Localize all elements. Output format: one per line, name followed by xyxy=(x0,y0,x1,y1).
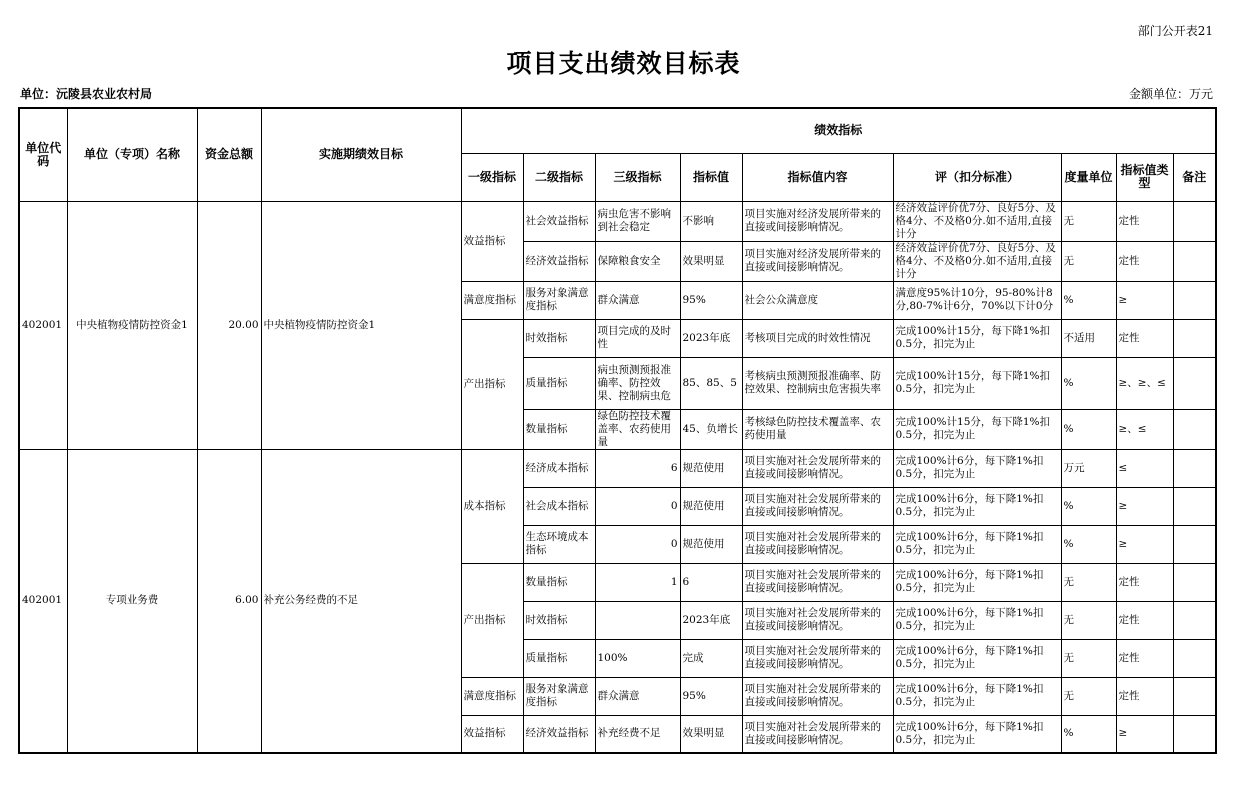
cell-goal-text: 中央植物疫情防控资金1 xyxy=(263,318,376,331)
cell-level2 xyxy=(523,357,595,409)
cell-value-type xyxy=(1116,715,1173,753)
table-row xyxy=(19,201,1216,241)
cell-standard xyxy=(893,281,1061,319)
cell-content-text: 考核绿色防控技术覆盖率、农药使用量 xyxy=(744,416,881,441)
cell-value-type xyxy=(1116,639,1173,677)
cell-unit-code xyxy=(19,201,67,449)
cell-standard xyxy=(893,201,1061,241)
cell-content-text: 项目实施对经济发展所带来的直接或间接影响情况。 xyxy=(744,208,881,233)
cell-content-text: 社会公众满意度 xyxy=(744,293,818,306)
cell-content xyxy=(742,201,893,241)
cell-level2-text: 时效指标 xyxy=(525,331,568,344)
cell-measure-unit-text: 不适用 xyxy=(1063,331,1095,344)
cell-value xyxy=(680,639,742,677)
cell-standard-text: 完成100%计6分，每下降1%扣0.5分，扣完为止 xyxy=(895,569,1044,594)
table-row xyxy=(19,449,1216,487)
cell-measure-unit-text: 无 xyxy=(1063,214,1074,227)
cell-value-type-text: 定性 xyxy=(1118,613,1140,626)
cell-value xyxy=(680,201,742,241)
cell-level1-text: 满意度指标 xyxy=(463,689,516,702)
performance-table xyxy=(18,107,1217,754)
cell-content xyxy=(742,601,893,639)
cell-standard-text: 完成100%计15分，每下降1%扣0.5分，扣完为止 xyxy=(895,325,1051,350)
cell-standard xyxy=(893,409,1061,449)
unit-label: 单位：沅陵县农业农村局 xyxy=(20,87,153,101)
cell-value-type-text: ≥、≥、≤ xyxy=(1118,376,1166,389)
cell-value-text: 85、85、5 xyxy=(682,376,737,389)
cell-value-type xyxy=(1116,201,1173,241)
cell-content xyxy=(742,677,893,715)
cell-measure-unit xyxy=(1061,563,1116,601)
cell-content xyxy=(742,409,893,449)
cell-value-type-text: ≥ xyxy=(1118,727,1128,740)
col-level2: 二级指标 xyxy=(523,153,595,201)
cell-level1 xyxy=(461,563,523,677)
page-title: 项目支出绩效目标表 xyxy=(506,49,741,78)
cell-value-type-text: ≤ xyxy=(1118,461,1128,474)
cell-remark xyxy=(1173,241,1216,281)
cell-value xyxy=(680,319,742,357)
cell-value xyxy=(680,409,742,449)
cell-value-text: 2023年底 xyxy=(682,613,731,626)
cell-level2-text: 经济效益指标 xyxy=(525,254,589,267)
cell-level2-text: 经济效益指标 xyxy=(525,727,589,740)
cell-measure-unit-text: % xyxy=(1063,499,1074,512)
cell-level1-text: 效益指标 xyxy=(463,727,506,740)
cell-standard-text: 完成100%计6分，每下降1%扣0.5分，扣完为止 xyxy=(895,455,1044,480)
cell-measure-unit xyxy=(1061,715,1116,753)
cell-level3-text: 群众满意 xyxy=(597,689,640,702)
cell-standard xyxy=(893,601,1061,639)
cell-measure-unit xyxy=(1061,319,1116,357)
cell-measure-unit xyxy=(1061,601,1116,639)
cell-measure-unit-text: 无 xyxy=(1063,689,1074,702)
cell-level3-text: 补充经费不足 xyxy=(597,727,661,740)
cell-standard xyxy=(893,715,1061,753)
cell-level1-text: 产出指标 xyxy=(463,377,506,390)
cell-level2-text: 数量指标 xyxy=(525,422,568,435)
cell-level3-text: 6 xyxy=(670,461,678,474)
cell-level2 xyxy=(523,639,595,677)
cell-standard xyxy=(893,449,1061,487)
cell-value-type-text: 定性 xyxy=(1118,575,1140,588)
cell-project-name-text: 中央植物疫情防控资金1 xyxy=(76,318,188,331)
cell-content xyxy=(742,639,893,677)
col-value-type: 指标值类型 xyxy=(1116,153,1173,201)
cell-value xyxy=(680,715,742,753)
cell-remark xyxy=(1173,639,1216,677)
col-goal: 实施期绩效目标 xyxy=(261,108,461,201)
cell-goal-text: 补充公务经费的不足 xyxy=(263,594,358,607)
cell-measure-unit xyxy=(1061,677,1116,715)
col-project-name: 单位（专项）名称 xyxy=(67,108,197,201)
cell-value-type xyxy=(1116,357,1173,409)
cell-level2-text: 服务对象满意度指标 xyxy=(525,683,589,708)
cell-standard-text: 满意度95%计10分，95-80%计8分,80-7%计6分，70%以下计0分 xyxy=(895,287,1054,312)
cell-level3-text: 绿色防控技术覆盖率、农药使用量 xyxy=(597,409,671,448)
cell-measure-unit-text: % xyxy=(1063,376,1074,389)
cell-standard-text: 完成100%计6分，每下降1%扣0.5分，扣完为止 xyxy=(895,683,1044,708)
cell-level2-text: 服务对象满意度指标 xyxy=(525,287,589,312)
cell-standard xyxy=(893,319,1061,357)
cell-standard xyxy=(893,241,1061,281)
cell-standard xyxy=(893,357,1061,409)
cell-level3 xyxy=(595,357,680,409)
cell-standard xyxy=(893,563,1061,601)
cell-level2 xyxy=(523,677,595,715)
cell-level3-text: 项目完成的及时性 xyxy=(597,325,671,350)
cell-value-text: 完成 xyxy=(682,651,704,664)
cell-level3 xyxy=(595,601,680,639)
cell-content xyxy=(742,449,893,487)
cell-measure-unit xyxy=(1061,487,1116,525)
cell-level2 xyxy=(523,449,595,487)
cell-level2-text: 数量指标 xyxy=(525,575,568,588)
cell-level3-text: 0 xyxy=(670,499,678,512)
cell-standard xyxy=(893,677,1061,715)
cell-goal xyxy=(261,449,461,753)
cell-standard-text: 完成100%计6分，每下降1%扣0.5分，扣完为止 xyxy=(895,607,1044,632)
cell-value xyxy=(680,357,742,409)
cell-value-type xyxy=(1116,319,1173,357)
cell-level3-text: 1 xyxy=(670,575,678,588)
cell-standard-text: 完成100%计15分，每下降1%扣0.5分，扣完为止 xyxy=(895,416,1051,441)
cell-value-type xyxy=(1116,449,1173,487)
cell-measure-unit-text: 无 xyxy=(1063,254,1074,267)
cell-remark xyxy=(1173,677,1216,715)
cell-value-type-text: 定性 xyxy=(1118,254,1140,267)
cell-level1-text: 产出指标 xyxy=(463,613,506,626)
cell-value xyxy=(680,525,742,563)
cell-value-text: 效果明显 xyxy=(682,254,725,267)
cell-measure-unit xyxy=(1061,639,1116,677)
cell-value-type-text: ≥ xyxy=(1118,499,1128,512)
cell-measure-unit-text: % xyxy=(1063,293,1074,306)
cell-content-text: 考核项目完成的时效性情况 xyxy=(744,331,871,344)
cell-level2-text: 社会成本指标 xyxy=(525,499,589,512)
cell-level3 xyxy=(595,319,680,357)
cell-total-funds xyxy=(197,201,261,449)
cell-measure-unit-text: % xyxy=(1063,727,1074,740)
cell-remark xyxy=(1173,601,1216,639)
cell-measure-unit-text: 无 xyxy=(1063,613,1074,626)
cell-remark xyxy=(1173,487,1216,525)
cell-content xyxy=(742,715,893,753)
cell-level2 xyxy=(523,241,595,281)
cell-value-type xyxy=(1116,487,1173,525)
cell-content-text: 项目实施对社会发展所带来的直接或间接影响情况。 xyxy=(744,683,881,708)
cell-value-text: 2023年底 xyxy=(682,331,731,344)
col-remark: 备注 xyxy=(1173,153,1216,201)
cell-level2-text: 时效指标 xyxy=(525,613,568,626)
cell-level1 xyxy=(461,449,523,563)
cell-value-type xyxy=(1116,601,1173,639)
cell-level1-text: 效益指标 xyxy=(463,234,506,247)
cell-level3 xyxy=(595,715,680,753)
cell-level2-text: 社会效益指标 xyxy=(525,214,589,227)
cell-content-text: 项目实施对社会发展所带来的直接或间接影响情况。 xyxy=(744,531,881,556)
money-unit-label: 金额单位：万元 xyxy=(1128,87,1213,101)
cell-level1 xyxy=(461,677,523,715)
cell-level3 xyxy=(595,409,680,449)
cell-remark xyxy=(1173,201,1216,241)
cell-total-funds-text: 20.00 xyxy=(228,318,259,331)
cell-standard-text: 完成100%计6分，每下降1%扣0.5分，扣完为止 xyxy=(895,493,1044,518)
cell-measure-unit-text: % xyxy=(1063,537,1074,550)
cell-value-text: 规范使用 xyxy=(682,537,725,550)
cell-standard-text: 经济效益评价优7分、良好5分、及格4分、不及格0分.如不适用,直接计分 xyxy=(895,241,1056,280)
cell-level3 xyxy=(595,525,680,563)
cell-level2 xyxy=(523,525,595,563)
cell-content-text: 项目实施对社会发展所带来的直接或间接影响情况。 xyxy=(744,493,881,518)
cell-value-type-text: 定性 xyxy=(1118,331,1140,344)
cell-level3 xyxy=(595,563,680,601)
cell-standard-text: 完成100%计6分，每下降1%扣0.5分，扣完为止 xyxy=(895,645,1044,670)
cell-level1 xyxy=(461,201,523,281)
cell-measure-unit xyxy=(1061,449,1116,487)
cell-value-text: 95% xyxy=(682,689,706,702)
cell-unit-code xyxy=(19,449,67,753)
cell-unit-code-text: 402001 xyxy=(22,318,63,331)
cell-level2-text: 经济成本指标 xyxy=(525,461,589,474)
cell-level3 xyxy=(595,487,680,525)
cell-value-text: 不影响 xyxy=(682,214,714,227)
cell-level3-text: 群众满意 xyxy=(597,293,640,306)
cell-measure-unit-text: 无 xyxy=(1063,575,1074,588)
cell-content-text: 项目实施对社会发展所带来的直接或间接影响情况。 xyxy=(744,607,881,632)
cell-level3-text: 保障粮食安全 xyxy=(597,254,661,267)
cell-value-type xyxy=(1116,281,1173,319)
cell-remark xyxy=(1173,357,1216,409)
cell-value-text: 规范使用 xyxy=(682,461,725,474)
cell-level2 xyxy=(523,201,595,241)
cell-value-type-text: 定性 xyxy=(1118,214,1140,227)
cell-value-type xyxy=(1116,525,1173,563)
cell-total-funds xyxy=(197,449,261,753)
cell-total-funds-text: 6.00 xyxy=(235,594,259,607)
cell-value-text: 95% xyxy=(682,293,706,306)
cell-level3 xyxy=(595,677,680,715)
cell-content-text: 考核病虫预测预报准确率、防控效果、控制病虫危害损失率 xyxy=(744,370,881,395)
col-value: 指标值 xyxy=(680,153,742,201)
col-level3: 三级指标 xyxy=(595,153,680,201)
cell-level3 xyxy=(595,241,680,281)
cell-unit-code-text: 402001 xyxy=(22,594,63,607)
cell-content xyxy=(742,487,893,525)
cell-measure-unit xyxy=(1061,357,1116,409)
cell-value-text: 效果明显 xyxy=(682,727,725,740)
col-content: 指标值内容 xyxy=(742,153,893,201)
cell-value-type-text: ≥ xyxy=(1118,537,1128,550)
cell-project-name xyxy=(67,201,197,449)
cell-measure-unit-text: % xyxy=(1063,422,1074,435)
cell-value xyxy=(680,601,742,639)
cell-value-text: 规范使用 xyxy=(682,499,725,512)
cell-goal xyxy=(261,201,461,449)
cell-value xyxy=(680,487,742,525)
cell-level1-text: 满意度指标 xyxy=(463,293,516,306)
cell-content-text: 项目实施对经济发展所带来的直接或间接影响情况。 xyxy=(744,248,881,273)
cell-content xyxy=(742,563,893,601)
cell-project-name xyxy=(67,449,197,753)
col-total-funds: 资金总额 xyxy=(197,108,261,201)
cell-remark xyxy=(1173,281,1216,319)
cell-level3 xyxy=(595,449,680,487)
cell-standard-text: 完成100%计15分，每下降1%扣0.5分，扣完为止 xyxy=(895,370,1051,395)
cell-level2 xyxy=(523,601,595,639)
cell-level2-text: 生态环境成本指标 xyxy=(525,531,589,556)
table-number-label: 部门公开表21 xyxy=(1137,24,1213,38)
cell-measure-unit xyxy=(1061,409,1116,449)
cell-content xyxy=(742,357,893,409)
cell-level3-text: 病虫预测预报准确率、防控效果、控制病虫危 xyxy=(597,363,671,402)
cell-level3-text: 病虫危害不影响到社会稳定 xyxy=(597,208,671,233)
cell-standard xyxy=(893,639,1061,677)
cell-level2 xyxy=(523,409,595,449)
cell-level1-text: 成本指标 xyxy=(463,499,506,512)
cell-level1 xyxy=(461,281,523,319)
cell-standard xyxy=(893,525,1061,563)
cell-content xyxy=(742,281,893,319)
cell-remark xyxy=(1173,715,1216,753)
cell-level3-text: 100% xyxy=(597,651,628,664)
cell-measure-unit xyxy=(1061,201,1116,241)
cell-value xyxy=(680,241,742,281)
cell-remark xyxy=(1173,525,1216,563)
cell-measure-unit-text: 无 xyxy=(1063,651,1074,664)
col-unit-code: 单位代码 xyxy=(19,108,67,201)
cell-level2 xyxy=(523,319,595,357)
col-standard: 评（扣分标准） xyxy=(893,153,1061,201)
cell-content xyxy=(742,525,893,563)
cell-level2 xyxy=(523,563,595,601)
cell-level2 xyxy=(523,715,595,753)
col-level1: 一级指标 xyxy=(461,153,523,201)
cell-value-text: 45、负增长 xyxy=(682,422,738,435)
cell-level2 xyxy=(523,487,595,525)
cell-measure-unit xyxy=(1061,241,1116,281)
cell-level2 xyxy=(523,281,595,319)
cell-value xyxy=(680,449,742,487)
cell-standard-text: 经济效益评价优7分、良好5分、及格4分、不及格0分.如不适用,直接计分 xyxy=(895,201,1056,240)
cell-remark xyxy=(1173,409,1216,449)
col-measure-unit: 度量单位 xyxy=(1061,153,1116,201)
cell-value-type-text: ≥、≤ xyxy=(1118,422,1147,435)
cell-content-text: 项目实施对社会发展所带来的直接或间接影响情况。 xyxy=(744,455,881,480)
cell-content-text: 项目实施对社会发展所带来的直接或间接影响情况。 xyxy=(744,569,881,594)
cell-measure-unit-text: 万元 xyxy=(1063,461,1085,474)
cell-level3 xyxy=(595,201,680,241)
cell-standard-text: 完成100%计6分，每下降1%扣0.5分，扣完为止 xyxy=(895,720,1044,746)
cell-content xyxy=(742,319,893,357)
cell-level1 xyxy=(461,319,523,449)
cell-content-text: 项目实施对社会发展所带来的直接或间接影响情况。 xyxy=(744,645,881,670)
cell-value-text: 6 xyxy=(682,575,690,588)
cell-value-type xyxy=(1116,677,1173,715)
cell-level3-text: 0 xyxy=(670,537,678,550)
cell-value-type-text: 定性 xyxy=(1118,689,1140,702)
cell-content xyxy=(742,241,893,281)
cell-value xyxy=(680,281,742,319)
cell-value xyxy=(680,563,742,601)
cell-content-text: 项目实施对社会发展所带来的直接或间接影响情况。 xyxy=(744,720,881,746)
col-indicators: 绩效指标 xyxy=(461,108,1216,153)
cell-value-type xyxy=(1116,409,1173,449)
cell-project-name-text: 专项业务费 xyxy=(105,594,159,607)
cell-remark xyxy=(1173,563,1216,601)
cell-level3 xyxy=(595,639,680,677)
cell-standard-text: 完成100%计6分，每下降1%扣0.5分，扣完为止 xyxy=(895,531,1044,556)
cell-value-type xyxy=(1116,241,1173,281)
cell-standard xyxy=(893,487,1061,525)
cell-value-type-text: 定性 xyxy=(1118,651,1140,664)
cell-remark xyxy=(1173,319,1216,357)
cell-value-type-text: ≥ xyxy=(1118,293,1128,306)
cell-measure-unit xyxy=(1061,525,1116,563)
cell-level2-text: 质量指标 xyxy=(525,651,568,664)
cell-level3 xyxy=(595,281,680,319)
cell-value xyxy=(680,677,742,715)
cell-measure-unit xyxy=(1061,281,1116,319)
cell-value-type xyxy=(1116,563,1173,601)
cell-remark xyxy=(1173,449,1216,487)
table-body xyxy=(19,201,1216,753)
cell-level1 xyxy=(461,715,523,753)
cell-level2-text: 质量指标 xyxy=(525,376,568,389)
